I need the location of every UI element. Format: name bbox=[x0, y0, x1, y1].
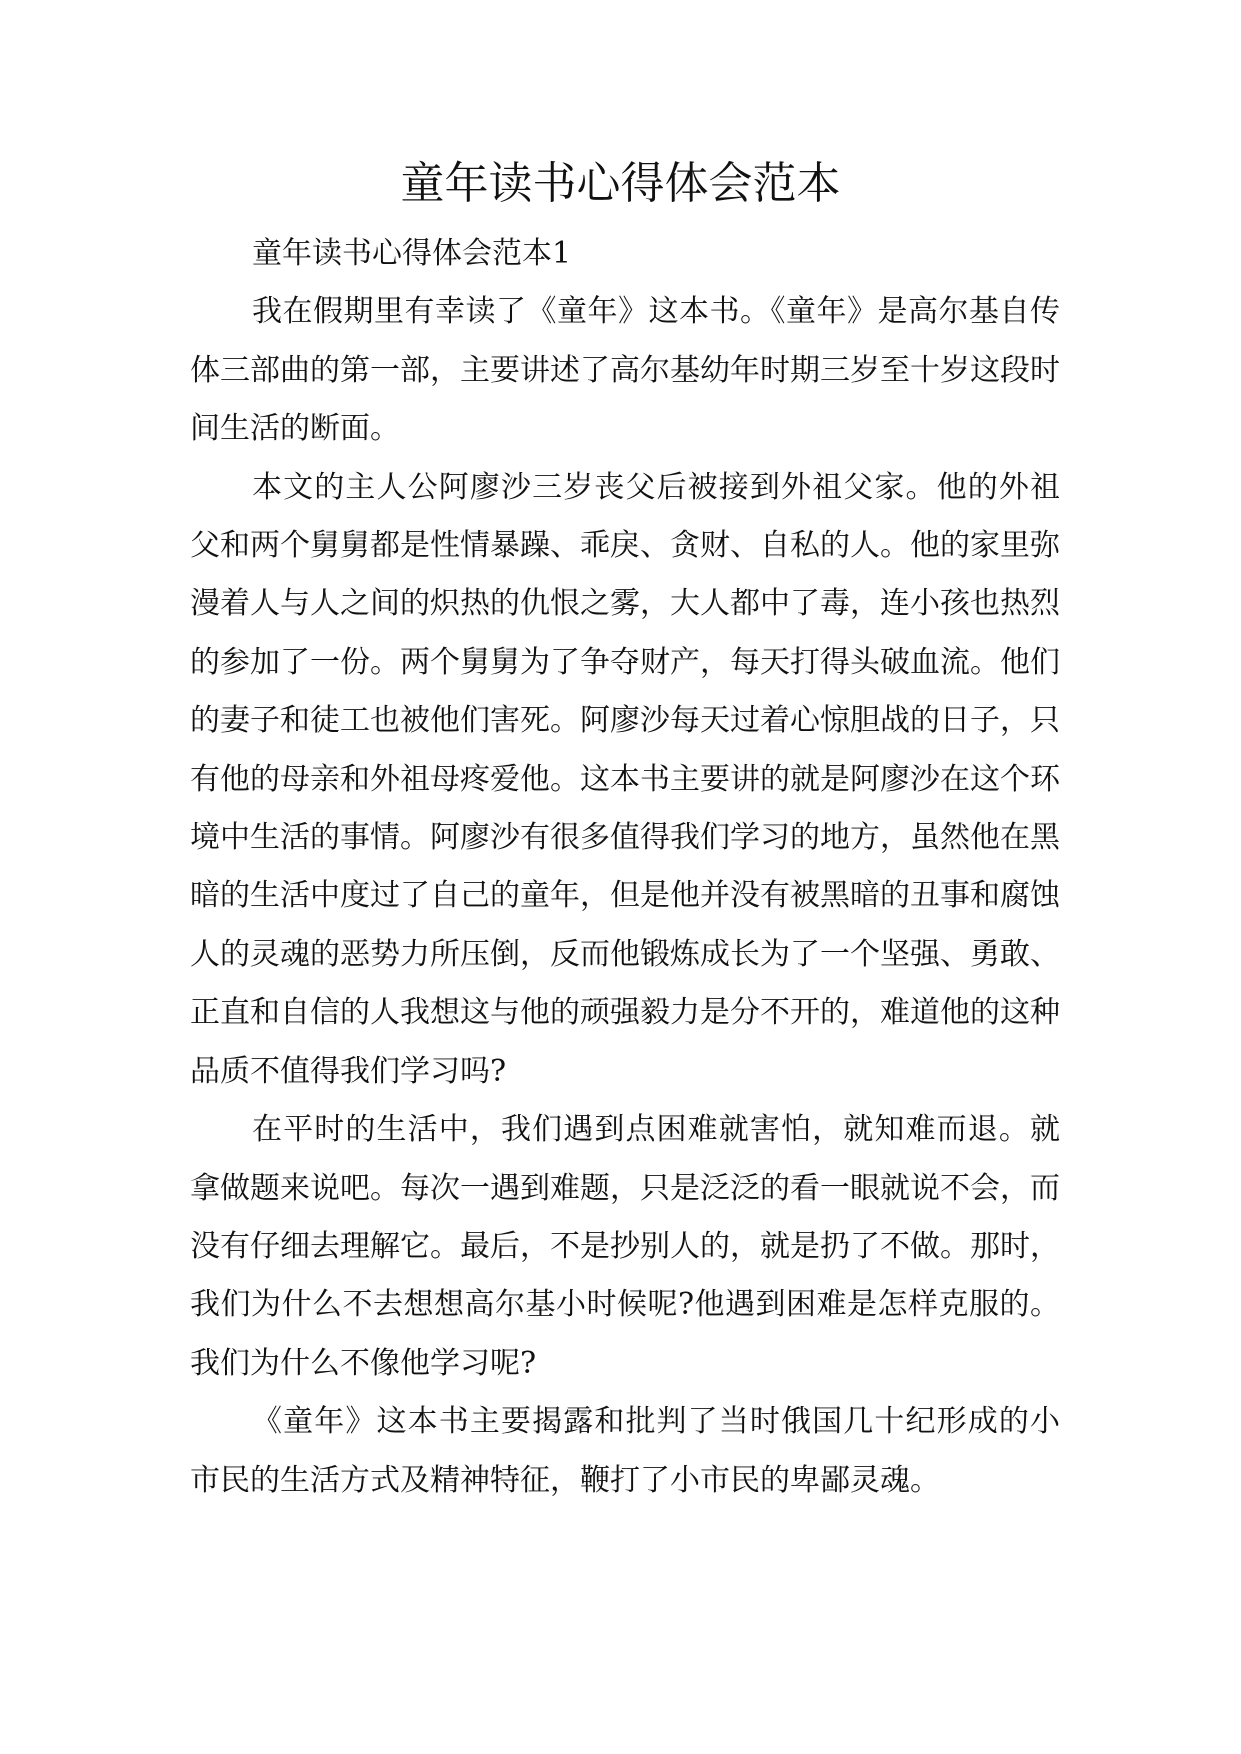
paragraph-1: 我在假期里有幸读了《童年》这本书。《童年》是高尔基自传体三部曲的第一部，主要讲述了高尔基幼年时期三岁至十岁这段时间生活的断面。 bbox=[190, 294, 1060, 447]
paragraph-3: 在平时的生活中，我们遇到点困难就害怕，就知难而退。就拿做题来说吧。每次一遇到难题，只是泛泛的看一眼就说不会，而没有仔细去理解它。最后，不是抄别人的，就是扔了不做。那时，我们为什么不去想想高尔基小时候呢?他遇到困难是怎样克服的。我们为什么不像他学习呢? bbox=[190, 1112, 1060, 1381]
paragraph-2: 本文的主人公阿廖沙三岁丧父后被接到外祖父家。他的外祖父和两个舅舅都是性情暴躁、乖戾、贪财、自私的人。他的家里弥漫着人与人之间的炽热的仇恨之雾，大人都中了毒，连小孩也热烈的参加了一份。两个舅舅为了争夺财产，每天打得头破血流。他们的妻子和徒工也被他们害死。阿廖沙每天过着心惊胆战的日子，只有他的母亲和外祖母疼爱他。这本书主要讲的就是阿廖沙在这个环境中生活的事情。阿廖沙有很多值得我们学习的地方，虽然他在黑暗的生活中度过了自己的童年，但是他并没有被黑暗的丑事和腐蚀人的灵魂的恶势力所压倒，反而他锻炼成长为了一个坚强、勇敢、正直和自信的人我想这与他的顽强毅力是分不开的，难道他的这种品质不值得我们学习吗? bbox=[190, 469, 1060, 1089]
section-heading: 童年读书心得体会范本1 bbox=[252, 236, 572, 271]
paragraph-4: 《童年》这本书主要揭露和批判了当时俄国几十纪形成的小市民的生活方式及精神特征，鞭打了小市民的卑鄙灵魂。 bbox=[190, 1404, 1060, 1498]
page-title: 童年读书心得体会范本 bbox=[400, 158, 841, 209]
document-body bbox=[190, 225, 1060, 1510]
